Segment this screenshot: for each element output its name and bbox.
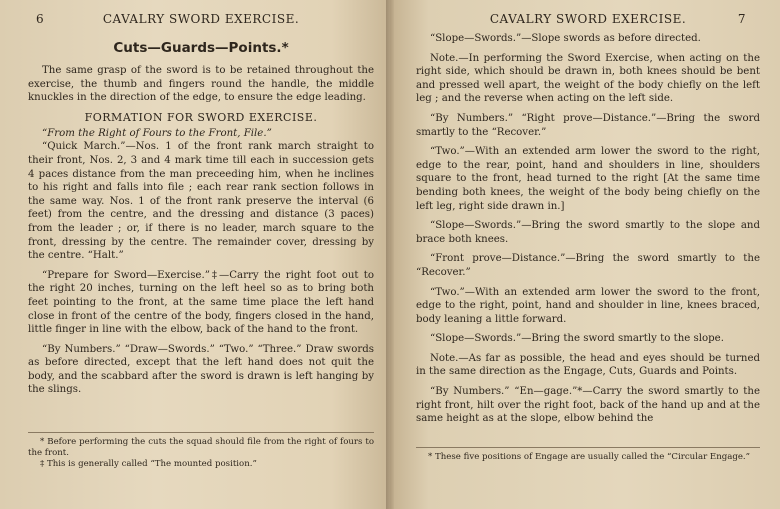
right-footnotes [416, 447, 760, 463]
footnote-rule [416, 447, 760, 448]
right-paragraph: Note.—As far as possible, the head and eyes should be turned in the same direction as the Engage, Cuts, Guards and Points. [416, 352, 760, 378]
right-paragraph: “Slope—Swords.”—Slope swords as before directed. [430, 33, 701, 44]
section-title: Cuts—Guards—Points.* [113, 40, 289, 56]
left-page-number: 6 [36, 12, 45, 26]
right-paragraph: “Two.”—With an extended arm lower the sword to the front, edge to the right, point, hand and shoulder in line, knees braced, body leaning a little forward. [416, 286, 760, 325]
left-paragraph: “Prepare for Sword—Exercise.”‡—Carry the right foot out to the right 20 inches, turning on the left heel so as to bring both feet pointing to the front, at the same time place the left hand close in front of the centre of the body, fingers closed in the hand, little finger in line with the elbow, back of the hand to the front. [28, 269, 374, 336]
footnote-rule [28, 432, 374, 433]
book-gutter [386, 0, 394, 509]
left-footnotes [28, 432, 374, 470]
left-running-head: CAVALRY SWORD EXERCISE. [102, 12, 300, 26]
right-paragraph: “Two.”—With an extended arm lower the sword to the right, edge to the rear, point, hand and shoulders in line, shoulders square to the front, head turned to the right [At the same time bending both knees, the weight of the body being chiefly on the left leg, right side drawn in.] [416, 146, 760, 212]
right-paragraph: “By Numbers.” “En—gage.”*—Carry the sword smartly to the right front, hilt over the right foot, back of the hand up and at the same height as at the slope, elbow behind the [416, 386, 760, 425]
footnote: * Before performing the cuts the squad should file from the right of fours to the front. [28, 437, 374, 458]
right-paragraph: “Slope—Swords.”—Bring the sword smartly to the slope. [430, 333, 724, 345]
footnote: * These five positions of Engage are usually called the “Circular Engage.” [428, 452, 751, 462]
formation-heading: FORMATION FOR SWORD EXERCISE. [84, 110, 318, 124]
right-running-head: CAVALRY SWORD EXERCISE. [489, 12, 687, 26]
left-paragraph: “Quick March.”—Nos. 1 of the front rank march straight to their front, Nos. 2, 3 and 4 mark time till each in succession gets 4 paces distance from the man preceeding him, when he inclines to his right and falls into file ; each rear rank section follows in the same way. Nos. 1 of the front rank preserve the interval (6 feet) from the centre, and the dressing and distance (3 paces) from the leader ; or, if there is no leader, march square to the front, dressing by the centre. The remainder cover, dressing by the centre. “Halt.” [28, 141, 374, 262]
right-paragraph: Note.—In performing the Sword Exercise, when acting on the right side, which should be drawn in, both knees should be bent and pressed well apart, the weight of the body chiefly on the left leg ; and the reverse when acting on the left side. [416, 52, 760, 105]
footnote: ‡ This is generally called “The mounted position.” [40, 459, 257, 469]
left-paragraph: “By Numbers.” “Draw—Swords.” “Two.” “Three.” Draw swords as before directed, except that the left hand does not quit the body, and the scabbard after the sword is drawn is left hanging by the slings. [28, 343, 374, 396]
left-page-header [28, 12, 374, 32]
right-page-number: 7 [737, 12, 746, 26]
right-page-header [416, 12, 760, 32]
right-page [390, 0, 780, 509]
left-paragraph: “From the Right of Fours to the Front, File.” [42, 127, 272, 139]
right-paragraph: “By Numbers.” “Right prove—Distance.”—Bring the sword smartly to the “Recover.” [416, 112, 760, 138]
intro-paragraph: The same grasp of the sword is to be retained throughout the exercise, the thumb and fingers round the handle, the middle knuckles in the direction of the edge, to ensure the edge leading. [28, 65, 374, 104]
right-paragraph: “Front prove—Distance.”—Bring the sword smartly to the “Recover.” [416, 253, 760, 278]
right-paragraph: “Slope—Swords.”—Bring the sword smartly to the slope and brace both knees. [416, 220, 760, 245]
